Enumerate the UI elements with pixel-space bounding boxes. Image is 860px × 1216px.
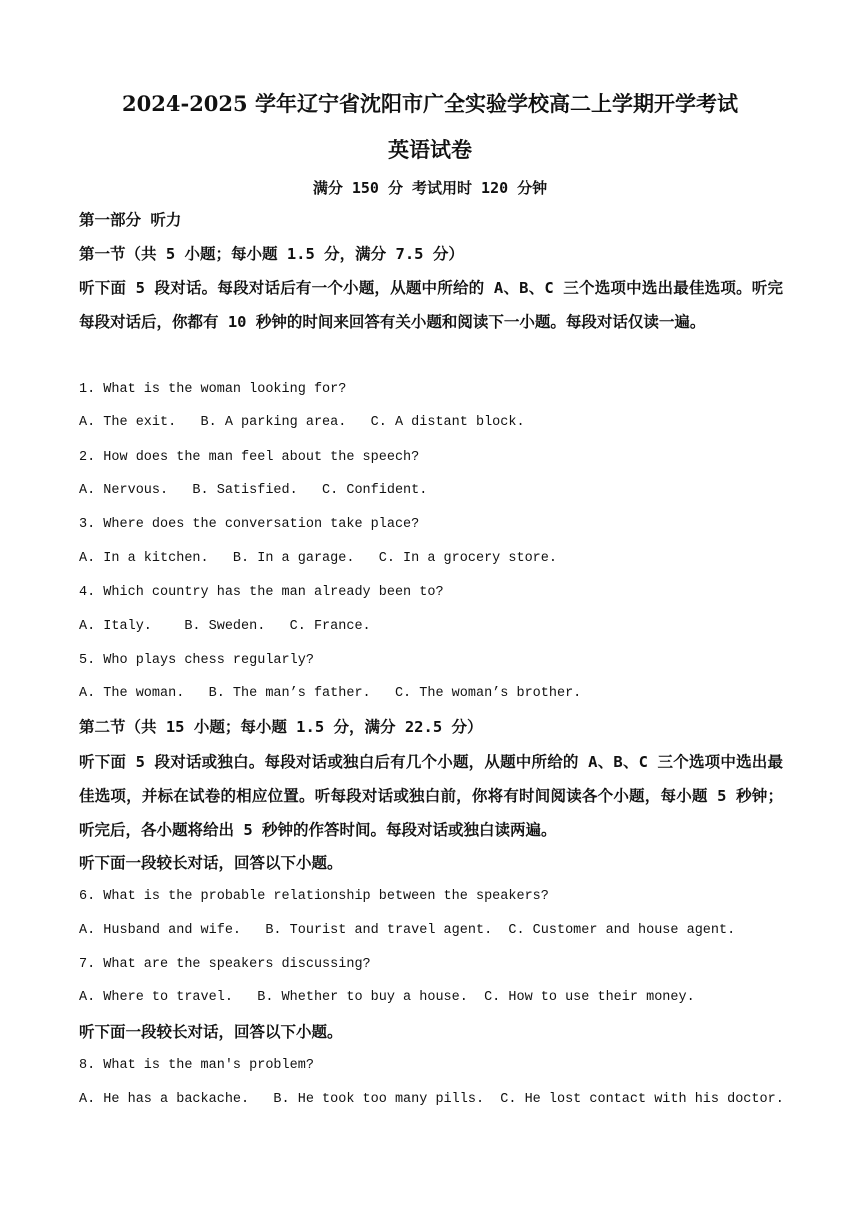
- part1-heading: 第一部分 听力: [79, 211, 182, 229]
- section2-heading: 第二节（共 15 小题；每小题 1.5 分，满分 22.5 分）: [79, 718, 483, 736]
- options-3: A. In a kitchen. B. In a garage. C. In a grocery store.: [79, 551, 557, 566]
- options-6: A. Husband and wife. B. Tourist and travel agent. C. Customer and house agent.: [79, 923, 736, 938]
- question-7: 7. What are the speakers discussing?: [79, 957, 371, 972]
- question-4: 4. Which country has the man already been to?: [79, 585, 444, 600]
- exam-subtitle: 英语试卷: [388, 137, 472, 162]
- section2-prompt-1: 听下面一段较长对话，回答以下小题。: [79, 854, 343, 872]
- options-4: A. Italy. B. Sweden. C. France.: [79, 619, 371, 634]
- section1-instructions: 听下面 5 段对话。每段对话后有一个小题，从题中所给的 A、B、C 三个选项中选出最佳选项。听完每段对话后，你都有 10 秒钟的时间来回答有关小题和阅读下一小题。每段对话仅读一遍。: [79, 279, 783, 331]
- section1-heading: 第一节（共 5 小题；每小题 1.5 分，满分 7.5 分）: [79, 245, 464, 263]
- options-5: A. The woman. B. The man’s father. C. The woman’s brother.: [79, 686, 582, 701]
- question-1: 1. What is the woman looking for?: [79, 382, 347, 397]
- options-2: A. Nervous. B. Satisfied. C. Confident.: [79, 483, 428, 498]
- options-8: A. He has a backache. B. He took too many pills. C. He lost contact with his doctor.: [79, 1092, 784, 1107]
- options-1: A. The exit. B. A parking area. C. A distant block.: [79, 415, 525, 430]
- section2-instructions: 听下面 5 段对话或独白。每段对话或独白后有几个小题，从题中所给的 A、B、C 三个选项中选出最佳选项，并标在试卷的相应位置。听每段对话或独白前，你将有时间阅读各个小题，每小题 5 秒钟；听完后，各小题将给出 5 秒钟的作答时间。每段对话或独白读两遍。: [79, 753, 783, 839]
- section2-prompt-2: 听下面一段较长对话，回答以下小题。: [79, 1023, 343, 1041]
- question-8: 8. What is the man's problem?: [79, 1058, 314, 1073]
- question-6: 6. What is the probable relationship between the speakers?: [79, 889, 549, 904]
- question-5: 5. Who plays chess regularly?: [79, 653, 314, 668]
- question-3: 3. Where does the conversation take place?: [79, 517, 420, 532]
- question-2: 2. How does the man feel about the speech?: [79, 450, 420, 465]
- exam-title: 2024-2025 学年辽宁省沈阳市广全实验学校高二上学期开学考试: [122, 91, 738, 116]
- options-7: A. Where to travel. B. Whether to buy a house. C. How to use their money.: [79, 990, 695, 1005]
- exam-info: 满分 150 分 考试用时 120 分钟: [312, 179, 548, 197]
